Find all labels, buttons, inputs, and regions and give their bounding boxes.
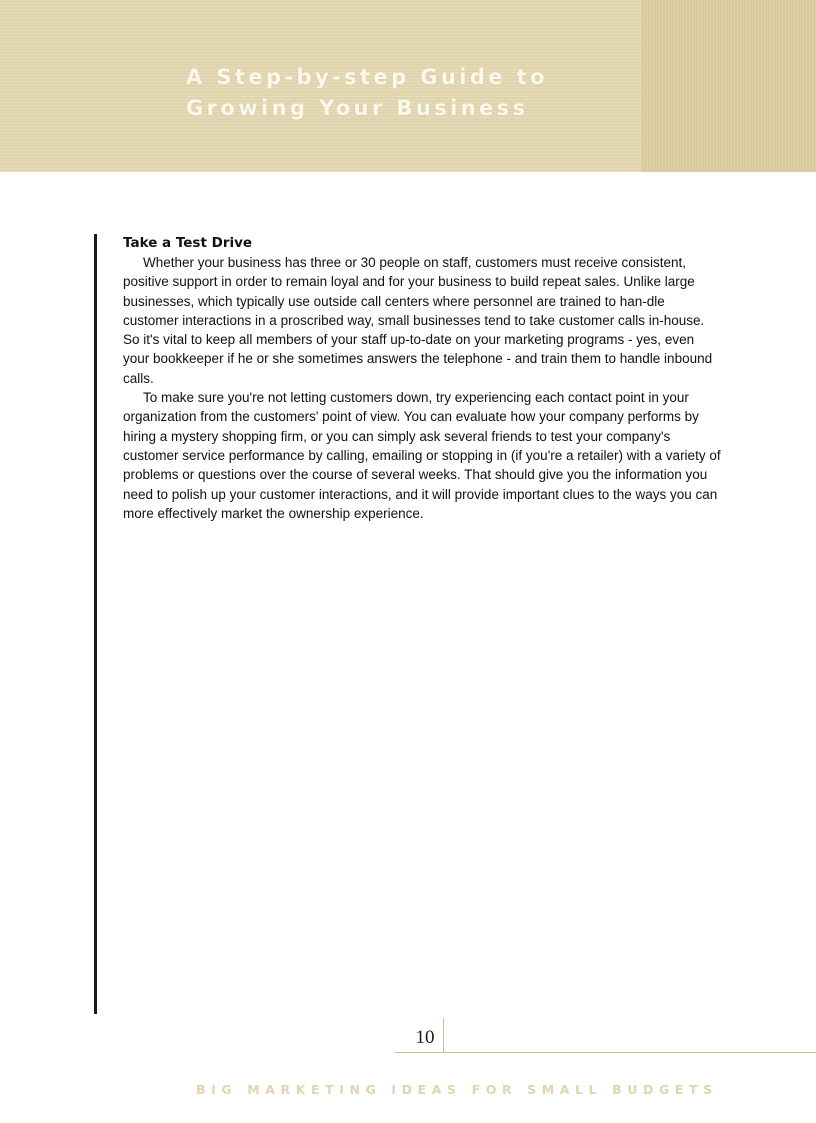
paragraph-2: To make sure you're not letting customers down, try experiencing each contact point in your organization from the customers' point of view. You can evaluate how your company performs by hiring a mystery shopping firm, or you can simply ask several friends to test your company's customer service performance by calling, emailing or stopping in (if you're a retailer) with a variety of problems or questions over the course of several weeks. That should give you the information you need to polish up your customer interactions, and it will provide important clues to the ways you can more effectively market the ownership experience. (123, 390, 721, 521)
section-heading: Take a Test Drive (123, 235, 253, 251)
footer-rule (395, 1052, 816, 1053)
page-number: 10 (415, 1027, 435, 1048)
paragraph-1: Whether your business has three or 30 people on staff, customers must receive consistent, positive support in order to remain loyal and for your business to build repeat sales. Unlike large businesses, which typically use outside call centers where personnel are trained to han-dle customer interactions in a proscribed way, small businesses tend to take customer calls in-house. So it's vital to keep all members of your staff up-to-date on your marketing programs - yes, even your bookkeeper if he or she sometimes answers the telephone - and train them to handle inbound calls. (123, 255, 713, 386)
page-number-divider (443, 1018, 444, 1053)
header-accent-block (641, 0, 816, 172)
page-header-title: A Step-by-step Guide to Growing Your Business (186, 65, 548, 120)
running-footer-title: BIG MARKETING IDEAS FOR SMALL BUDGETS (196, 1082, 718, 1097)
article-body (123, 233, 723, 523)
left-margin-rule (94, 234, 97, 1014)
